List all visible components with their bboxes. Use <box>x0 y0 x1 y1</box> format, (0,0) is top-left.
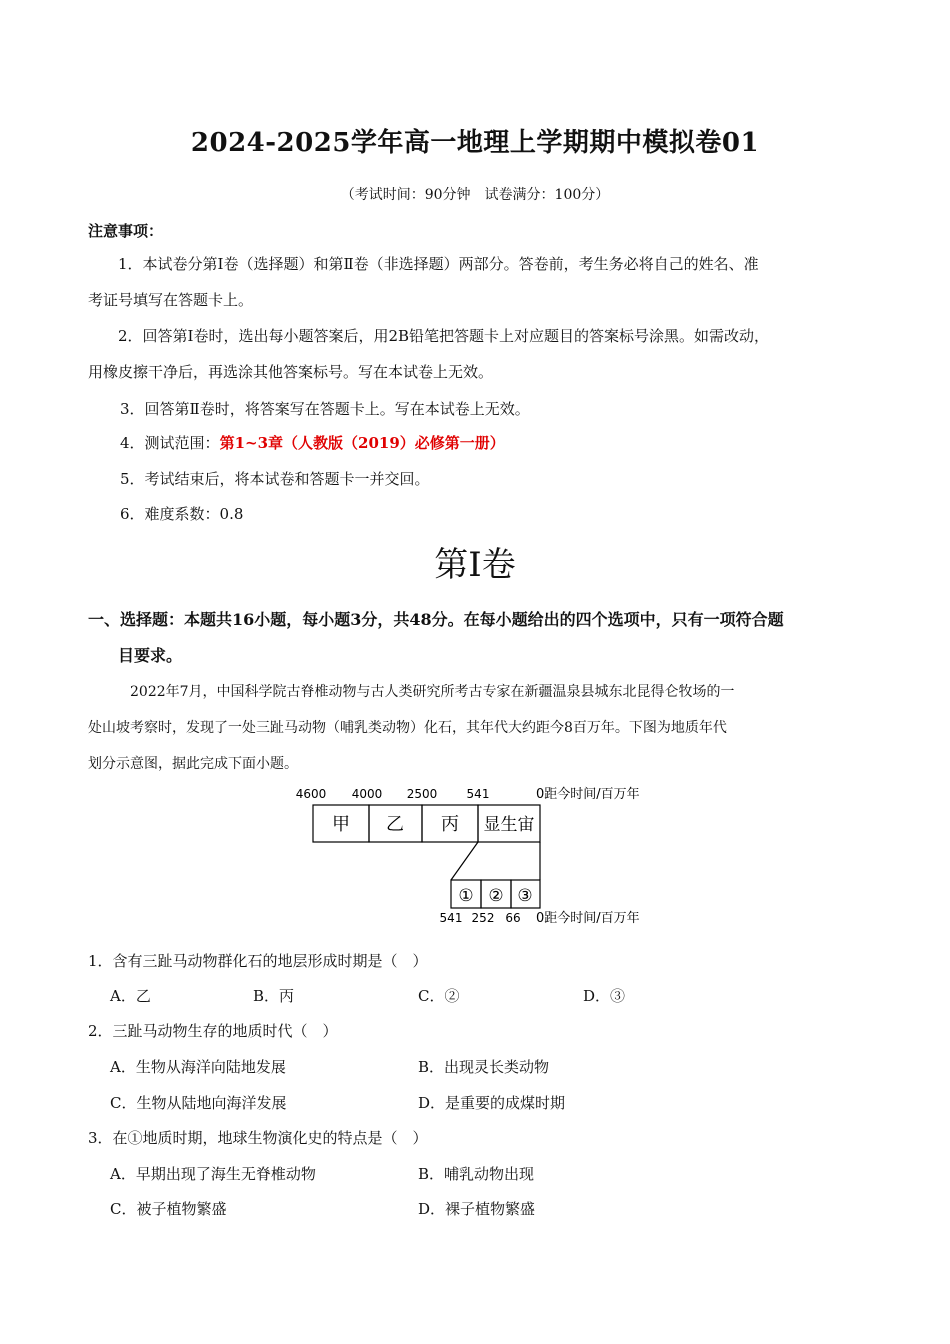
section-title: 第Ⅰ卷 <box>434 545 516 585</box>
notice-item-2: 2．回答第Ⅰ卷时，选出每小题答案后，用2B铅笔把答题卡上对应题目的答案标号涂黑。如需改动， 用橡皮擦干净后，再选涂其他答案标号。写在本试卷上无效。 <box>88 327 770 381</box>
period-label: ① <box>458 886 474 906</box>
tick-label: 252 <box>471 911 495 925</box>
question-3-option-d[interactable]: D．裸子植物繁盛 <box>418 1200 536 1218</box>
notice-item-6: 6．难度系数：0.8 <box>120 505 244 523</box>
era-label: 乙 <box>386 814 404 835</box>
exam-subtitle: （考试时间：90分钟 试卷满分：100分） <box>340 187 610 203</box>
question-2-option-a[interactable]: A．生物从海洋向陆地发展 <box>110 1058 286 1076</box>
question-1-option-a[interactable]: A．乙 <box>110 987 151 1005</box>
tick-label: 2500 <box>406 787 438 801</box>
question-2-stem: 2．三趾马动物生存的地质时代（ ） <box>88 1022 338 1040</box>
geologic-time-chart <box>0 780 950 930</box>
era-label: 显生宙 <box>483 815 535 835</box>
era-label: 丙 <box>441 814 459 835</box>
question-2-option-b[interactable]: B．出现灵长类动物 <box>418 1058 550 1076</box>
question-3-option-a[interactable]: A．早期出现了海生无脊椎动物 <box>110 1165 316 1183</box>
era-label: 甲 <box>332 814 350 835</box>
question-3-option-c[interactable]: C．被子植物繁盛 <box>110 1200 227 1218</box>
notice-item-3: 3．回答第Ⅱ卷时，将答案写在答题卡上。写在本试卷上无效。 <box>120 400 530 418</box>
tick-label: 4600 <box>295 787 327 801</box>
period-label: ② <box>488 886 504 906</box>
tick-label: 541 <box>466 787 490 801</box>
axis-label: 0距今时间/百万年 <box>536 911 640 926</box>
question-3-option-b[interactable]: B．哺乳动物出现 <box>418 1165 535 1183</box>
reading-passage: 2022年7月，中国科学院古脊椎动物与古人类研究所考古专家在新疆温泉县城东北昆得仑牧场的一 处山坡考察时，发现了一处三趾马动物（哺乳类动物）化石，其年代大约距今8百万年。下图为地质年代 划分示意图，据此完成下面小题。 <box>88 684 735 772</box>
question-2-option-d[interactable]: D．是重要的成煤时期 <box>418 1094 566 1112</box>
question-1-option-d[interactable]: D．③ <box>583 987 626 1005</box>
zoom-line <box>451 842 478 880</box>
question-1-stem: 1．含有三趾马动物群化石的地层形成时期是（ ） <box>88 952 428 970</box>
axis-label: 0距今时间/百万年 <box>536 787 640 802</box>
tick-label: 541 <box>439 911 463 925</box>
tick-label: 4000 <box>351 787 383 801</box>
test-scope: 第1~3章（人教版（2019）必修第一册） <box>219 434 505 452</box>
tick-label: 66 <box>505 911 521 925</box>
notice-item-5: 5．考试结束后，将本试卷和答题卡一并交回。 <box>120 470 430 488</box>
period-label: ③ <box>517 886 533 906</box>
part1-heading: 一、选择题：本题共16小题，每小题3分，共48分。在每小题给出的四个选项中，只有一项符合题 目要求。 <box>88 610 784 665</box>
notice-item-4: 4．测试范围：第1~3章（人教版（2019）必修第一册） <box>120 434 505 452</box>
question-1-option-c[interactable]: C．② <box>418 987 460 1005</box>
exam-title: 2024-2025学年高一地理上学期期中模拟卷01 <box>190 128 760 158</box>
question-2-option-c[interactable]: C．生物从陆地向海洋发展 <box>110 1094 287 1112</box>
question-3-stem: 3．在①地质时期，地球生物演化史的特点是（ ） <box>88 1129 428 1147</box>
notice-heading: 注意事项： <box>88 222 164 240</box>
question-1-option-b[interactable]: B．丙 <box>253 987 295 1005</box>
notice-item-1: 1．本试卷分第Ⅰ卷（选择题）和第Ⅱ卷（非选择题）两部分。答卷前，考生务必将自己的姓名、准 考证号填写在答题卡上。 <box>88 255 759 309</box>
